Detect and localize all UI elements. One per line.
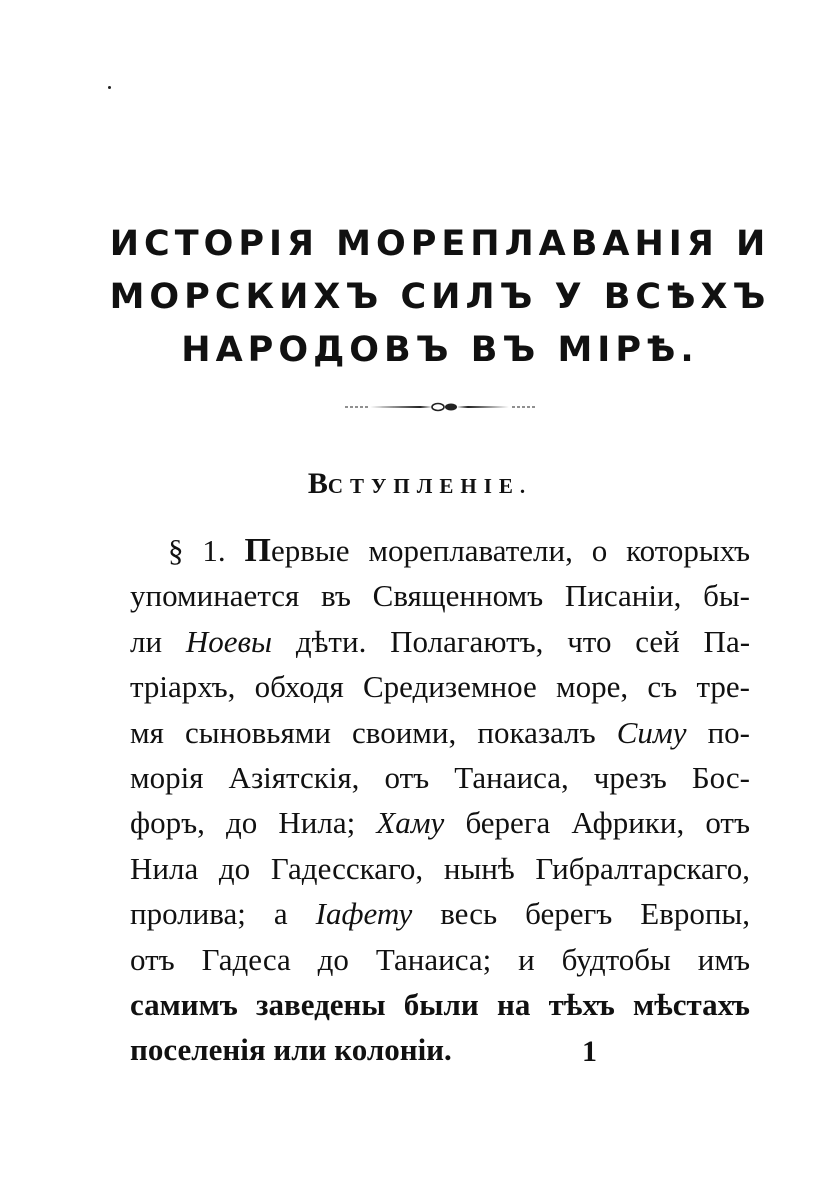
text-line <box>130 1027 750 1072</box>
title-line-1: ИСТОРІЯ МОРЕПЛАВАНІЯ И <box>109 224 771 264</box>
heading-initial: В <box>307 467 328 500</box>
text-line <box>130 664 750 709</box>
line-text: весь берегъ Европы, <box>440 896 750 932</box>
section-number: 1. <box>202 533 226 568</box>
text-line <box>130 528 750 573</box>
italic-name: Хаму <box>376 805 445 841</box>
italic-name: Ноевы <box>185 623 272 659</box>
italic-name: Симу <box>616 714 687 750</box>
text-line <box>130 573 750 618</box>
ink-speck <box>108 86 111 89</box>
text-line <box>130 846 750 891</box>
text-line <box>130 710 750 755</box>
line-text: упоминается въ Священномъ Писаніи, бы- <box>130 578 750 614</box>
italic-name: Іафету <box>315 896 413 932</box>
line-text: пролива; а <box>130 896 288 932</box>
line-text: мя сыновьями своими, показалъ <box>130 714 596 750</box>
page-number: 1 <box>582 1035 597 1068</box>
line-text: самимъ заведены были на тѣхъ мѣстахъ <box>130 986 750 1022</box>
body-paragraph <box>130 528 750 1073</box>
line-text: отъ Гадеса до Танаиса; и будтобы имъ <box>130 941 750 977</box>
line-text: форъ, до Нила; <box>130 805 356 841</box>
text-line <box>130 937 750 982</box>
line-text: морія Азіятскія, отъ Танаиса, чрезъ Бос- <box>130 759 750 795</box>
title-line-2: МОРСКИХЪ СИЛЪ У ВСѢХЪ <box>109 277 771 317</box>
text-line <box>130 891 750 936</box>
text-line <box>130 800 750 845</box>
line-text: ервые мореплаватели, о которыхъ <box>270 533 751 568</box>
heading-rest: СТУПЛЕНІЕ. <box>327 474 533 498</box>
line-text: тріархъ, обходя Средиземное море, съ тре- <box>130 669 750 705</box>
decorated-initial: П <box>244 532 271 569</box>
title-line-3: НАРОДОВЪ ВЪ МІРѢ. <box>181 330 699 370</box>
line-text: поселенія или колоніи. <box>130 1032 452 1068</box>
text-line <box>130 619 750 664</box>
ornament-divider <box>340 398 540 416</box>
line-text: берега Африки, отъ <box>465 805 750 841</box>
page-title <box>100 218 780 377</box>
line-text: по- <box>707 714 751 750</box>
section-heading <box>0 467 840 501</box>
text-line <box>130 982 750 1027</box>
line-text: Нила до Гадесскаго, нынѣ Гибралтарскаго, <box>130 850 750 886</box>
section-sign: § <box>168 533 184 568</box>
text-line <box>130 755 750 800</box>
line-text: ли <box>130 623 163 659</box>
line-text: дѣти. Полагаютъ, что сей Па- <box>295 623 751 659</box>
